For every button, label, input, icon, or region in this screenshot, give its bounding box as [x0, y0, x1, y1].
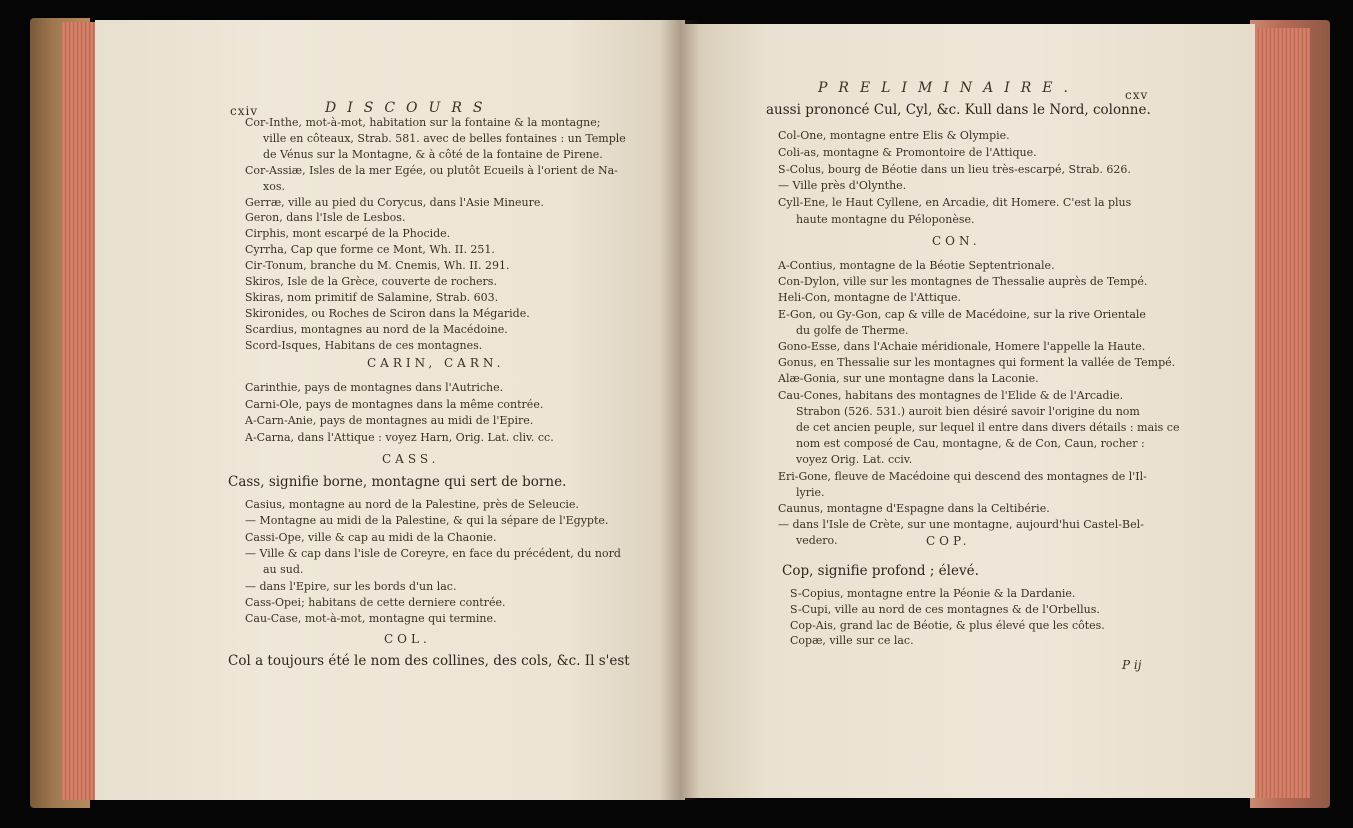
section-heading-cop: COP.: [926, 534, 971, 548]
entry-line: Caunus, montagne d'Espagne dans la Celtibérie.: [778, 502, 1050, 515]
book-gutter: [660, 20, 700, 800]
entry-line: Carinthie, pays de montagnes dans l'Autriche.: [245, 381, 504, 394]
cop-definition: Cop, signifie profond ; élevé.: [782, 563, 979, 579]
entry-line: du golfe de Therme.: [796, 323, 909, 337]
entry-line: Strabon (526. 531.) auroit bien désiré savoir l'origine du nom: [796, 404, 1140, 418]
entry-line: nom est composé de Cau, montagne, & de Con, Caun, rocher :: [796, 437, 1145, 451]
entry-line: Cau-Cones, habitans des montagnes de l'Elide & de l'Arcadie.: [778, 388, 1124, 402]
entry-line: Cyll-Ene, le Haut Cyllene, en Arcadie, dit Homere. C'est la plus: [778, 196, 1132, 210]
entry-line: xos.: [263, 179, 285, 193]
entry-line: Cor-Inthe, mot-à-mot, habitation sur la fontaine & la montagne;: [245, 116, 601, 129]
entry-line: Scord-Isques, Habitans de ces montagnes.: [245, 338, 483, 352]
entry-line: E-Gon, ou Gy-Gon, cap & ville de Macédoine, sur la rive Orientale: [778, 307, 1146, 321]
entry-line: S-Cupi, ville au nord de ces montagnes & de l'Orbellus.: [790, 602, 1100, 616]
entry-line: Cirphis, mont escarpé de la Phocide.: [245, 227, 451, 241]
section-heading-col: COL.: [384, 632, 431, 646]
entry-line: Skiros, Isle de la Grèce, couverte de rochers.: [245, 275, 497, 288]
entry-line: voyez Orig. Lat. cciv.: [796, 453, 913, 467]
entry-line: Copæ, ville sur ce lac.: [790, 634, 914, 648]
right-lead-line: aussi prononcé Cul, Cyl, &c. Kull dans le Nord, colonne.: [766, 102, 1151, 118]
entry-line: vedero.: [796, 534, 838, 548]
entry-line: Gerræ, ville au pied du Corycus, dans l'Asie Mineure.: [245, 195, 544, 209]
entry-line: Geron, dans l'Isle de Lesbos.: [245, 211, 406, 225]
section-heading-con: CON.: [932, 234, 981, 248]
entry-line: Cop-Ais, grand lac de Béotie, & plus élevé que les côtes.: [790, 618, 1105, 632]
entry-line: Cass-Opei; habitans de cette derniere contrée.: [245, 595, 506, 609]
entry-line: Carni-Ole, pays de montagnes dans la même contrée.: [245, 397, 544, 411]
entry-line: — Ville & cap dans l'isle de Coreyre, en face du précédent, du nord: [245, 546, 621, 560]
cass-definition: Cass, signifie borne, montagne qui sert de borne.: [228, 474, 567, 490]
entry-line: — Ville près d'Olynthe.: [778, 179, 907, 193]
entry-line: Skironides, ou Roches de Sciron dans la Mégaride.: [245, 306, 530, 320]
entry-line: Cyrrha, Cap que forme ce Mont, Wh. II. 251.: [245, 243, 495, 257]
entry-line: A-Carna, dans l'Attique : voyez Harn, Orig. Lat. cliv. cc.: [245, 430, 554, 444]
entry-line: Scardius, montagnes au nord de la Macédoine.: [245, 322, 508, 336]
left-page-number: cxiv: [230, 104, 259, 118]
entry-line: Cor-Assiæ, Isles de la mer Egée, ou plutôt Ecueils à l'orient de Na-: [245, 163, 618, 177]
entry-line: Coli-as, montagne & Promontoire de l'Attique.: [778, 145, 1037, 159]
entry-line: au sud.: [263, 563, 304, 577]
section-heading-carin: CARIN, CARN.: [367, 356, 505, 370]
entry-line: A-Carn-Anie, pays de montagnes au midi de l'Epire.: [245, 414, 534, 427]
page-signature: P ij: [1122, 658, 1142, 672]
entry-line: lyrie.: [796, 485, 825, 499]
right-page-edges: [1250, 28, 1310, 798]
entry-line: ville en côteaux, Strab. 581. avec de belles fontaines : un Temple: [263, 131, 626, 145]
entry-line: — dans l'Isle de Crète, sur une montagne, aujourd'hui Castel-Bel-: [778, 518, 1144, 532]
entry-line: — dans l'Epire, sur les bords d'un lac.: [245, 579, 457, 593]
entry-line: haute montagne du Péloponèse.: [796, 213, 975, 226]
section-heading-cass: CASS.: [382, 452, 440, 466]
entry-line: Col-One, montagne entre Elis & Olympie.: [778, 129, 1010, 142]
entry-line: Skiras, nom primitif de Salamine, Strab. 603.: [245, 290, 499, 304]
entry-line: Casius, montagne au nord de la Palestine, près de Seleucie.: [245, 498, 579, 511]
entry-line: — Montagne au midi de la Palestine, & qui la sépare de l'Egypte.: [245, 514, 609, 528]
entry-line: de cet ancien peuple, sur lequel il entre dans divers détails : mais ce: [796, 421, 1180, 434]
entry-line: Cassi-Ope, ville & cap au midi de la Chaonie.: [245, 530, 497, 544]
entry-line: Con-Dylon, ville sur les montagnes de Thessalie auprès de Tempé.: [778, 275, 1148, 289]
entry-line: Cir-Tonum, branche du M. Cnemis, Wh. II. 291.: [245, 259, 510, 273]
entry-line: S-Copius, montagne entre la Péonie & la Dardanie.: [790, 587, 1076, 600]
entry-line: Gono-Esse, dans l'Achaie méridionale, Homere l'appelle la Haute.: [778, 340, 1146, 353]
right-page-number: cxv: [1125, 88, 1149, 102]
left-running-head: DISCOURS: [325, 100, 494, 116]
entry-line: Cau-Case, mot-à-mot, montagne qui termine.: [245, 612, 497, 626]
entry-line: Eri-Gone, fleuve de Macédoine qui descend des montagnes de l'Il-: [778, 469, 1147, 483]
entry-line: A-Contius, montagne de la Béotie Septentrionale.: [778, 259, 1055, 272]
entry-line: Alæ-Gonia, sur une montagne dans la Laconie.: [778, 372, 1039, 386]
right-running-head: PRELIMINAIRE.: [818, 80, 1079, 96]
entry-line: S-Colus, bourg de Béotie dans un lieu très-escarpé, Strab. 626.: [778, 162, 1131, 176]
entry-line: Gonus, en Thessalie sur les montagnes qui forment la vallée de Tempé.: [778, 356, 1176, 370]
entry-line: de Vénus sur la Montagne, & à côté de la fontaine de Pirene.: [263, 147, 603, 161]
entry-line: Heli-Con, montagne de l'Attique.: [778, 291, 962, 305]
col-definition: Col a toujours été le nom des collines, des cols, &c. Il s'est: [228, 653, 630, 669]
